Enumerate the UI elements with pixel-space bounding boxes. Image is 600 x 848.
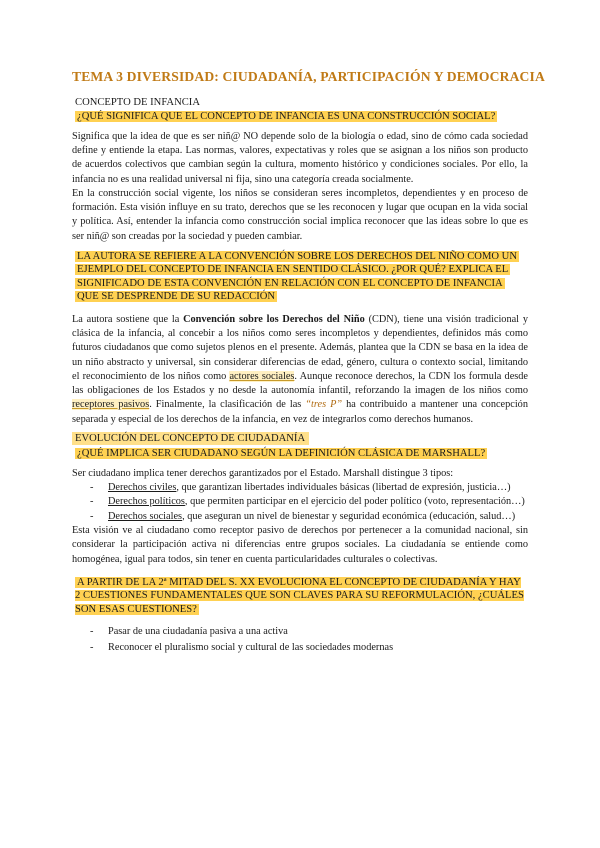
paragraph: Ser ciudadano implica tener derechos garantizados por el Estado. Marshall distingue 3 tipos:	[72, 467, 454, 479]
dash-bullet: -	[90, 626, 94, 638]
paragraph-convencion	[72, 313, 528, 427]
question-reformulacion	[72, 575, 528, 617]
question-text: ¿QUÉ SIGNIFICA QUE EL CONCEPTO DE INFANCIA ES UNA CONSTRUCCIÓN SOCIAL?	[77, 111, 496, 123]
question-text: ¿QUÉ IMPLICA SER CIUDADANO SEGÚN LA DEFINICIÓN CLÁSICA DE MARSHALL?	[77, 448, 486, 460]
section-heading-text: CONCEPTO DE INFANCIA	[75, 97, 200, 109]
dash-bullet: -	[90, 510, 94, 522]
list-text: , que garantizan libertades individuales básicas (libertad de expresión, justicia…)	[176, 482, 511, 494]
list-text: Pasar de una ciudadanía pasiva a una activa	[108, 626, 288, 638]
document-page	[72, 66, 545, 656]
question-marshall	[72, 446, 528, 461]
highlighted-term: actores sociales	[229, 370, 295, 382]
list-text: , que permiten participar en el ejercicio del poder político (voto, representación…)	[184, 496, 525, 508]
list-text: Reconocer el pluralismo social y cultural de las sociedades modernas	[108, 642, 394, 654]
paragraph: En la construcción social vigente, los niños se consideran seres incompletos, dependientes y en proceso de formación. Esta visión influye en su trato, derechos que se les reconocen y lugar que ocupan en la vida social y política. Así, entender la infancia como construcción social implica reconocer que las ideas sobre lo que es ser niñ@ son creadas por la sociedad y pueden cambiar.	[72, 187, 528, 242]
section-heading-infancia	[72, 96, 528, 109]
list-term: Derechos sociales	[108, 510, 183, 522]
paragraph: Esta visión ve al ciudadano como receptor pasivo de derechos por pertenecer a la comunidad nacional, sin considerar la participación activa ni diferencias entre grupos sociales. La ciudadanía se entiende como homogénea, igual para todos, sin tener en cuenta particularidades culturales o colectivas.	[72, 524, 528, 565]
section-heading-ciudadania	[72, 432, 309, 445]
question-text: LA AUTORA SE REFIERE A LA CONVENCIÓN SOBRE LOS DERECHOS DEL NIÑO COMO UN EJEMPLO DEL CONCEPTO DE INFANCIA EN SENTIDO CLÁSICO. ¿POR QUÉ? EXPLICA EL SIGNIFICADO DE ESTA CONVENCIÓN EN RELACIÓN CON EL CONCEPTO DE INFANCIA QUE SE DESPRENDE DE SU REDACCIÓN	[77, 251, 517, 303]
question-convencion	[72, 249, 528, 305]
dash-bullet: -	[90, 496, 94, 508]
text-run: ha contribuido a mantener una concepción separada y especial de los derechos de la infancia, en vez de integrarlos como derechos humanos.	[72, 399, 528, 425]
text-run: . Aunque reconoce derechos, la CDN los formula desde las obligaciones de los Estados y no desde la autonomía infantil, reforzando la imagen de los niños como	[72, 370, 529, 397]
list-item	[72, 510, 528, 524]
list-item	[72, 481, 528, 495]
list-item	[72, 495, 528, 509]
list-item	[72, 625, 528, 639]
question-construccion-social	[72, 109, 528, 124]
text-run: La autora sostiene que la	[72, 313, 184, 325]
italic-term: “tres P”	[305, 399, 343, 411]
text-run: . Finalmente, la clasificación de las	[149, 399, 306, 411]
list-term: Derechos políticos	[108, 496, 185, 508]
list-term: Derechos civiles	[108, 482, 177, 494]
bold-term: Convención sobre los Derechos del Niño	[183, 313, 365, 325]
list-text: , que aseguran un nivel de bienestar y seguridad económica (educación, salud…)	[182, 510, 516, 522]
questions-list	[72, 625, 528, 656]
dash-bullet: -	[90, 482, 94, 494]
section-heading-text: EVOLUCIÓN DEL CONCEPTO DE CIUDADANÍA	[75, 433, 306, 445]
dash-bullet: -	[90, 642, 94, 654]
rights-list	[72, 481, 528, 524]
highlighted-term: receptores pasivos	[72, 399, 150, 411]
paragraph: Significa que la idea de que es ser niñ@ NO depende solo de la biología o edad, sino de cómo cada sociedad define y entiende la etapa. Las normas, valores, expectativas y roles que se asignan a los niños son producto de acuerdos colectivos que cambian según la cultura, momento histórico y condiciones sociales. Por ello, la infancia no es una realidad universal ni fija, sino una categoría creada socialmente.	[72, 130, 528, 185]
document-title: TEMA 3 DIVERSIDAD: CIUDADANÍA, PARTICIPACIÓN Y DEMOCRACIA	[72, 69, 545, 84]
question-text: A PARTIR DE LA 2ª MITAD DEL S. XX EVOLUCIONA EL CONCEPTO DE CIUDADANÍA Y HAY 2 CUESTIONES FUNDAMENTALES QUE SON CLAVES PARA SU REFORMULACIÓN, ¿CUÁLES SON ESAS CUESTIONES?	[75, 576, 524, 615]
list-item	[72, 641, 528, 655]
text-run: (CDN), tiene una visión tradicional y clásica de la infancia, al concebir a los niños como seres incompletos y dependientes, definidos más como futuros ciudadanos que como sujetos plenos en el presente. Además, plantea que la CDN se basa en la idea de un niño abstracto y universal, sin considerar diferencias de edad, género, cultura o contexto social, limitando el reconocimiento de los niños como	[72, 313, 528, 382]
